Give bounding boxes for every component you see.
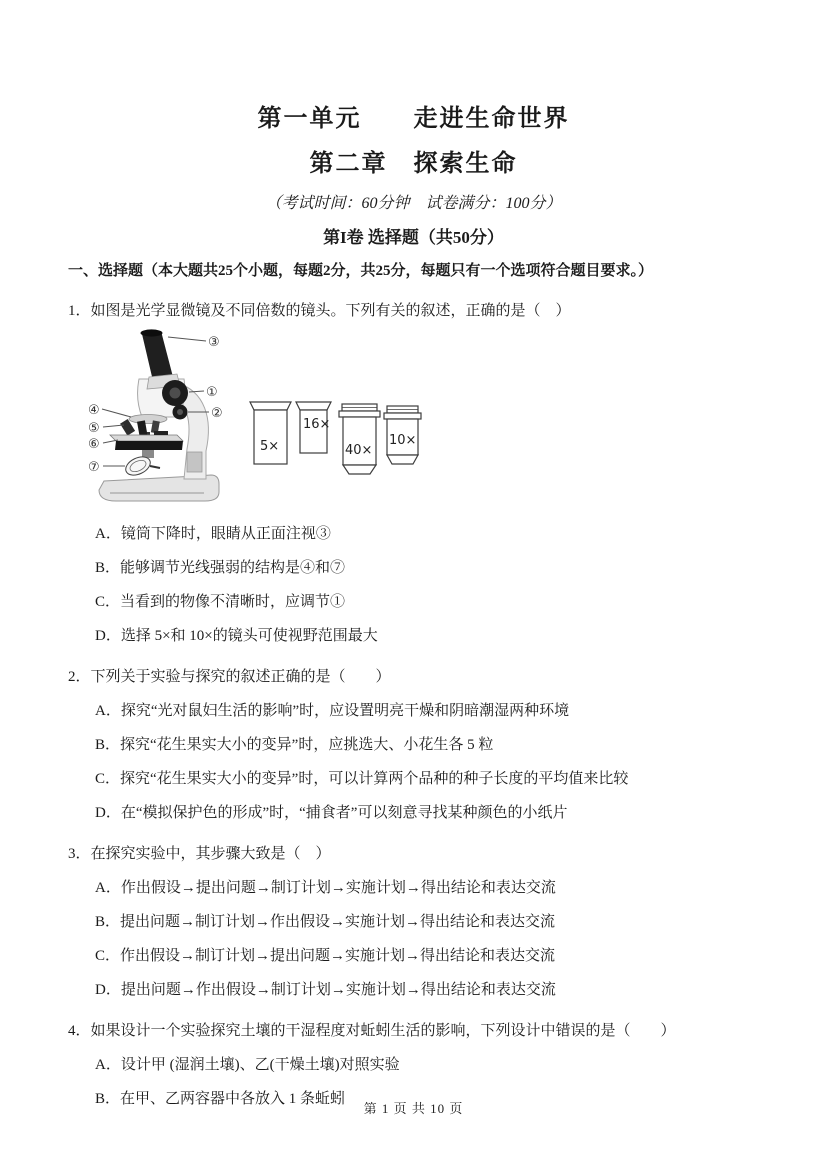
lens-10x-label: 10×: [389, 433, 417, 448]
question-3-option-c: C．作出假设→制订计划→提出问题→实施计划→得出结论和表达交流: [95, 948, 556, 964]
volume-title: 第I卷 选择题（共50分）: [323, 228, 504, 247]
question-4-text: 4．如果设计一个实验探究土壤的干湿程度对蚯蚓生活的影响，下列设计中错误的是（ ）: [68, 1023, 676, 1039]
question-2-option-b: B．探究“花生果实大小的变异”时，应挑选大、小花生各 5 粒: [95, 737, 494, 753]
chapter-title: 第二章 探索生命: [309, 151, 518, 177]
callout-7-icon: ⑦: [88, 460, 100, 475]
microscope-drawing: [99, 329, 219, 501]
question-2: [68, 666, 759, 825]
callout-5-icon: ⑤: [88, 421, 100, 436]
question-1-option-d: D．选择 5×和 10×的镜头可使视野范围最大: [95, 628, 378, 644]
callout-1-icon: ①: [206, 385, 218, 400]
question-2-option-d: D．在“模拟保护色的形成”时，“捕食者”可以刻意寻找某种颜色的小纸片: [95, 805, 568, 821]
page-number: 第 1 页 共 10 页: [363, 1101, 464, 1116]
question-3-option-a: A．作出假设→提出问题→制订计划→实施计划→得出结论和表达交流: [95, 880, 556, 896]
question-1-option-c: C．当看到的物像不清晰时，应调节①: [95, 594, 346, 610]
callout-4-icon: ④: [88, 403, 100, 418]
question-1-text: 1．如图是光学显微镜及不同倍数的镜头。下列有关的叙述，正确的是（ ）: [68, 303, 571, 319]
lens-16x-label: 16×: [303, 417, 331, 432]
lens-40x-label: 40×: [345, 443, 373, 458]
question-4-option-b: B．在甲、乙两容器中各放入 1 条蚯蚓: [95, 1091, 346, 1107]
question-4-option-a: A．设计甲 (湿润土壤)、乙(干燥土壤)对照实验: [95, 1057, 400, 1073]
question-2-option-a: A．探究“光对鼠妇生活的影响”时，应设置明亮干燥和阴暗潮湿两种环境: [95, 703, 570, 719]
section-instructions: 一、选择题（本大题共25个小题，每题2分，共25分，每题只有一个选项符合题目要求。）: [68, 263, 654, 279]
callout-2-icon: ②: [211, 406, 223, 421]
callout-3-icon: ③: [208, 335, 220, 350]
question-3: [68, 843, 759, 1002]
question-3-option-b: B．提出问题→制订计划→作出假设→实施计划→得出结论和表达交流: [95, 914, 556, 930]
exam-info: （考试时间：60分钟 试卷满分：100分）: [265, 195, 562, 212]
callout-6-icon: ⑥: [88, 437, 100, 452]
question-3-option-d: D．提出问题→作出假设→制订计划→实施计划→得出结论和表达交流: [95, 982, 556, 998]
question-1: [68, 300, 759, 648]
question-2-option-c: C．探究“花生果实大小的变异”时，可以计算两个品种的种子长度的平均值来比较: [95, 771, 629, 787]
unit-title: 第一单元 走进生命世界: [257, 106, 570, 132]
question-3-text: 3．在探究实验中，其步骤大致是（ ）: [68, 846, 331, 862]
microscope-figure: [84, 325, 430, 507]
question-2-text: 2．下列关于实验与探究的叙述正确的是（ ）: [68, 669, 391, 685]
question-1-option-b: B．能够调节光线强弱的结构是④和⑦: [95, 560, 346, 576]
question-1-option-a: A．镜筒下降时，眼睛从正面注视③: [95, 526, 331, 542]
lens-5x-label: 5×: [260, 439, 280, 454]
